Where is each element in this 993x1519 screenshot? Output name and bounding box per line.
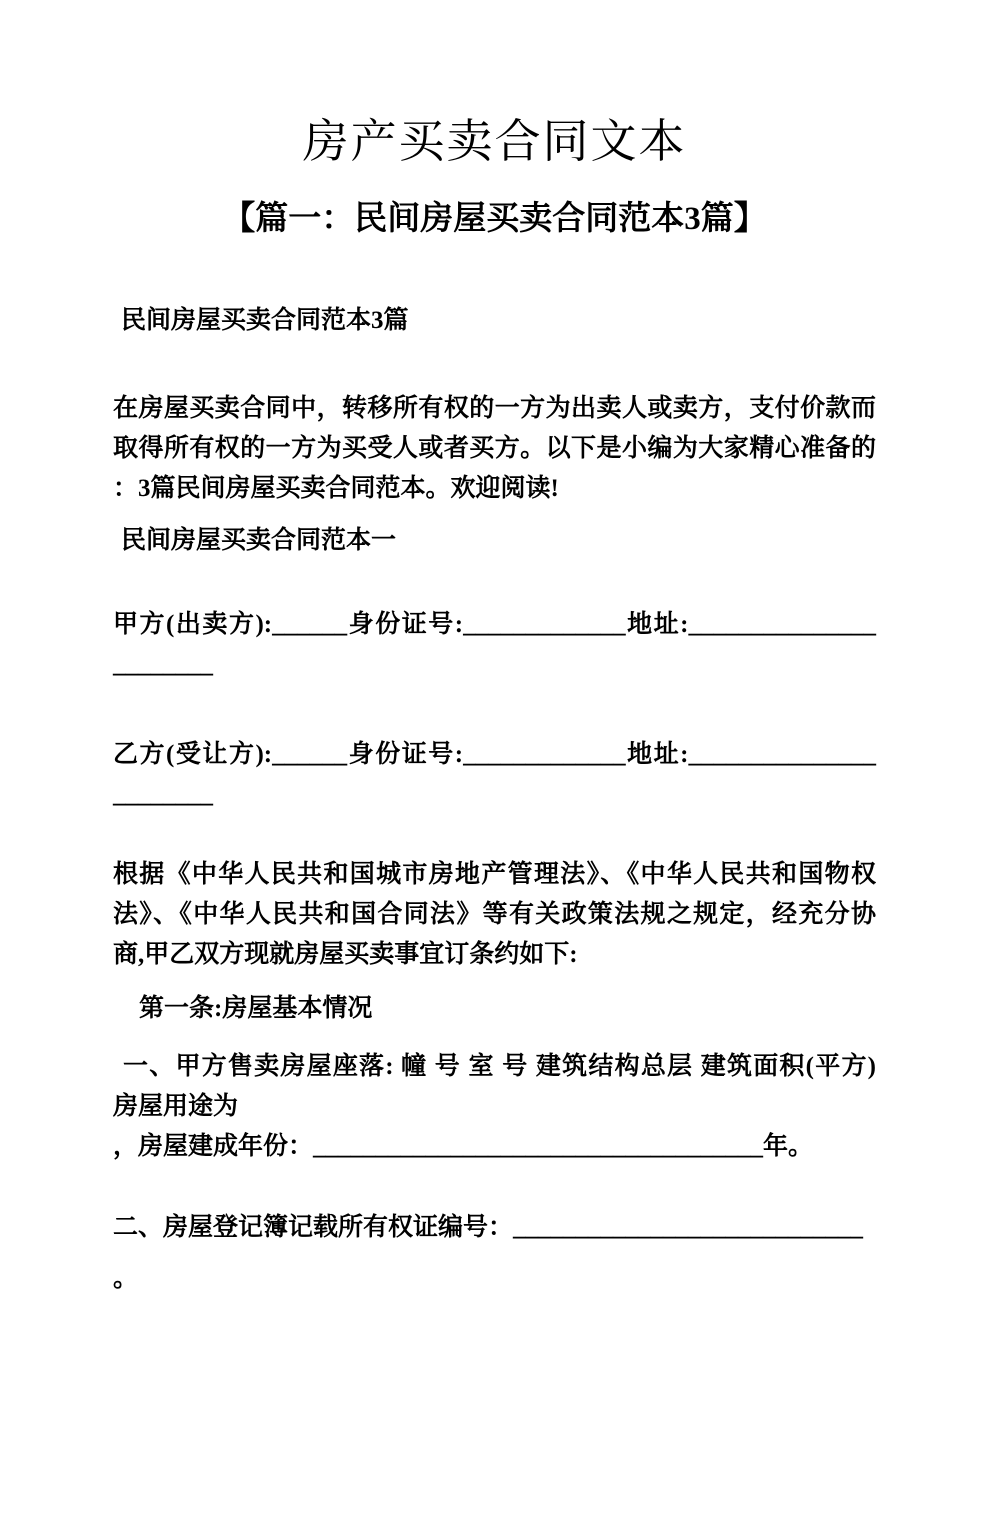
year-built-label: ，房屋建成年份： [113,1133,314,1160]
party-a-id-blank: _____________ [463,611,626,638]
party-b-label: 乙方(受让方): [113,741,273,768]
item-two-blank: ____________________________ [513,1214,864,1241]
item-one-line-2: 房屋用途为 [113,1093,239,1120]
year-built-blank: ____________________________________ [313,1133,764,1160]
party-b-address-blank: _______________ [688,741,877,768]
party-b-id-label: 身份证号: [347,741,464,768]
intro-line-2: 取得所有权的一方为买受人或者买方。以下是小编为大家精心准备的 [113,435,876,462]
year-built-suffix: 年。 [763,1133,814,1160]
party-b-block [113,735,876,815]
article-one-title: 第一条:房屋基本情况 [139,995,373,1022]
party-a-address-blank: _______________ [688,611,877,638]
year-built-line [113,1127,876,1167]
legal-basis-line-3: 商,甲乙双方现就房屋买卖事宜订条约如下: [113,941,578,968]
party-a-line [113,605,876,645]
legal-basis-paragraph [113,855,876,975]
legal-basis-line-2: 法》、《中华人民共和国合同法》等有关政策法规之规定，经充分协 [113,901,876,928]
legal-basis-line-1: 根据《中华人民共和国城市房地产管理法》、《中华人民共和国物权 [113,861,876,888]
party-a-name-blank: ______ [272,611,348,638]
template-heading: 民间房屋买卖合同范本一 [121,527,397,554]
item-two-label: 二、房屋登记簿记载所有权证编号： [113,1214,514,1241]
party-a-address-label: 地址: [625,611,689,638]
party-b-name-blank: ______ [272,741,348,768]
contract-document-page [0,115,993,1519]
party-b-id-blank: _____________ [463,741,626,768]
party-b-line [113,735,876,775]
intro-paragraph [113,389,876,509]
party-a-block [113,605,876,685]
party-b-continued-blank: ________ [113,781,213,808]
article-one-item-one [113,1047,876,1127]
subheading: 民间房屋买卖合同范本3篇 [121,307,409,334]
document-title: 房产买卖合同文本 [302,116,687,167]
party-b-address-label: 地址: [625,741,689,768]
intro-line-1: 在房屋买卖合同中，转移所有权的一方为出卖人或卖方，支付价款而 [113,395,876,422]
intro-line-3: ：3篇民间房屋买卖合同范本。欢迎阅读! [113,475,559,502]
party-a-continued-blank: ________ [113,651,213,678]
section-heading: 【篇一：民间房屋买卖合同范本3篇】 [222,201,767,237]
item-two-period: 。 [113,1265,139,1292]
article-one-item-two [113,1208,876,1248]
party-a-id-label: 身份证号: [347,611,464,638]
item-one-line-1: 一、甲方售卖房屋座落: 幢 号 室 号 建筑结构总层 建筑面积(平方) [123,1053,876,1080]
party-a-label: 甲方(出卖方): [113,611,273,638]
